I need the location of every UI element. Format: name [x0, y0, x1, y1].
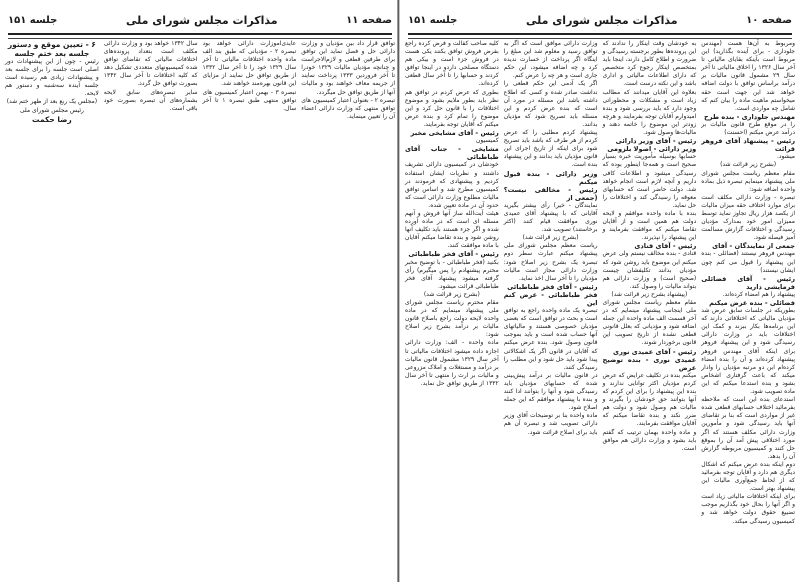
paragraph: سال ۱۳۴۲ خواهد بود و وزارت دارائی مکلف است بتعداد پرونده‌های اختلافات مالیاتی که تقاضای توافق شده کمیسیونهای متعددی تشکیل دهد که کلیه اختلافات تا آخر سال ۱۳۴۲ بصورت توافق حل گردد. [103, 40, 198, 88]
text-column [301, 40, 395, 121]
paragraph: قنادی - بنده مخالف نیستم ولی عرض میکنم این موضوع باید روشن شود که مؤدیان بدانند تکلیفشان چیست (صحیح است) و وزارت دارائی هم بتواند مالیات را وصول کند. [602, 250, 697, 290]
paragraph: مقام معظم ریاست مجلس شورای ملی اینجانب پیشنهاد مینمایم که در آخر قسمت الف ماده واحده این جمله اضافه شود و مؤدیانی که بعلل قانونی قطعی نشده از تاریخ تصویب این قانون برخوردار شوند. [602, 299, 697, 347]
paragraph: توافق قرار داد بین مؤدیان و وزارت دارائی حل و فصل نماید این توافق برای طرفین قطعی و لازم‌الاجراست و چنانچه مؤدیان مالیات ۱۳۲۹ خودرا تا آخر فروردین ۱۳۳۳ پرداخت نمایند از جریمه معاف خواهند بود و مالیات آنها از طریق توافق حل میگردد. [301, 40, 395, 96]
paragraph: تبصره یک ماده واحده راجع به توافق است و بحث در توافق است که بعضی مؤدیان خصوصی هستند و مالیاتهای آنها حساب شده است و باید بموجب قانون وصول شود. بنده عرض میکنم که آقایان در قانون اگر یک اشکالاتی پیدا شود باید حل شود و این مطلب را رسیدگی کنند. [503, 307, 598, 371]
paragraph: پیشنهاد را هم امضاء کرده‌اند. [722, 290, 795, 298]
paragraph: حسابها بوسیله مأموریت خبره بسیار صحیح است و همه‌جا اینطور بوده که رسیدگی میشود و اطلاعات کافی داریم و آنچه لازم است انجام خواهد شد. دولت حاضر است که حسابهای معوقه را رسیدگی کند و اختلافات را حل نماید. [602, 153, 697, 209]
paragraph: برای اینکه اختلافات مالیاتی زیاد است و اگر آنها را بحال خود بگذاریم موجب تضییع حقوق دولت خواهد شد و کمیسیون رسیدگی میکند. [701, 493, 795, 525]
paragraph: ماده واحده - الف: وزارت دارائی اجازه داده میشود اختلافات مالیاتی تا آخر سال ۱۳۲۹ مشمول قانون مالیات بر درآمد و مستغلات و املاک مزروعی و مالیات بر ارث را منتهی تا آخر سال ۱۳۳۲ از طریق توافق حل نماید. [405, 339, 499, 387]
paragraph: بعلاوه این آقایان میدانند که مطالب زیاد است و مشکلات و محظوراتی وجود دارد که باید بررسی شود و بنده امیدوارم آقایان توجه بفرمایند و هرچه زودتر این موضوع را خاتمه دهند و مالیات‌ها وصول شود. [602, 88, 697, 137]
publication-title: مذاکرات مجلس شورای ملی [525, 13, 678, 27]
page-number: صفحه ۱۰ [746, 14, 792, 26]
paragraph: مقام محترم ریاست مجلس شورای ملی پیشنهاد مینمایم که در ماده واحده لایحه دولت راجع باصلاح قانون مالیات بر درآمد بشرح زیر اصلاح شود: [405, 299, 499, 339]
paragraph: استدعای بنده این است که ملاحظه بفرمائید اختلاف حسابهای قطعی شده غیر از مواردی است که بنا بر تقاضای آنها باید رسیدگی شود و مأمورین وزارت دارائی مکلف هستند که اگر مورد اختلافی پیش آمد آن را بموقع حل کنند و کمیسیون مربوطه گزارش آن را بدهد. [701, 396, 795, 460]
paragraph: اگر یک آدمی این حکم قطعی را نداشت صادر شده و کسی که اطلاع داشته باشد این مسئله در مورد آن است که بنده عرض کردم و این مسئله باید تصریح شود که مؤدیان بدانند. [503, 80, 598, 128]
text-column [104, 40, 198, 113]
columns [405, 40, 795, 526]
speaker-heading: عمیدی نوری - بنده توضیح عرض [602, 355, 697, 372]
paragraph: بطوری که عرض کردم در توافق هم نظر باید بطور ملایم بشود و موضوع اختلافات را با قانون حل کرد و این موضوع را تمام کرد و بنده عرض میکنم که آقایان توجه بفرمایند. [405, 88, 499, 128]
speaker-heading: وزیر دارائی - اصولا بلزومی [607, 145, 697, 154]
speaker-heading: رئیس - آقای فخر طباطبائی [507, 282, 598, 291]
text-column [203, 40, 297, 113]
paragraph: سایر تبصره‌های سابق لایحه بشماره‌های آن تبصره بصورت خود باقی است. [103, 88, 198, 112]
speaker-heading: رئیس - آقای مشایخی مخبر [410, 129, 499, 138]
paragraph: خودشان در کمیسیون دارائی تشریف داشتند و نظریات ایشان استفاده کردیم و پیشنهادی که فرمودند در کمیسیون مطرح شد و اساس توافق مالیات مطلوع وزارت دارائی است که حدود آن در ماده تعیین شده. [405, 161, 499, 209]
section-heading: ۶ - تعیین موقع و دستور جلسه بعد ختم جلسه [7, 40, 96, 58]
paragraph: تبصره ۲ - بعنوان اعتبار کمیسیون های توافق منتهی که وزارت دارائی اعضاء آن را تعیین مینماید. [301, 96, 396, 120]
paragraph: بنده با ماده واحده موافقم و لایحه دولت هم همین است و از آقایان تقاضا میکنم که موافقت بفرمایند و این پیشنهاد را نپذیرند. [602, 209, 697, 242]
paragraph: میکنم بنده در تکلیف عرایض که عرض کردم مؤدیان اکثر توانایی ندارند و بنده این پیشنهاد را برای این کردم که آنها بتوانند حق خودشان را بگیرند و مالیات هم وصول شود و دولت هم ضرر نکند و بنده تقاضا میکنم که آقایان موافقت بفرمایند. [602, 371, 697, 428]
text-column [504, 40, 598, 437]
paragraph: میشود. [776, 153, 795, 161]
speaker-heading: رئیس - مخالفی نیست؟ (جمعی از [503, 185, 598, 202]
session-number: جلسه ۱۵۱ [408, 14, 458, 26]
paragraph: بکنید (فخر طباطبائی - با توضیح مخبر محترم پیشنهادم را پس میگیرم) رأی گرفته میشود پیشنهاد آقای فخر طباطبائی قرائت میشود. [405, 258, 499, 290]
paragraph: وزارت دارائی موافق است که اگر به توافق رسید و معلوم شد این مبلغ را اینگاه اگر پرداخت از خسارت ندیده کرد و چه اضافه میشود، این حکم جاری است و هر چه را عرض کنم. [503, 40, 598, 80]
paragraph: ومربوط به آن‌ها هست (مهندس جلوداری - برای آینده بگذارید) این مربوط است بآینکه بقایای مالیاتی تا آخر سال ۱۳۲۶ را اخلاق مالیاتی تا آخر سال ۲۹ مشمول قانون مالیات بر درآمد براساس توافق با دولت اضافه خواهد شد این جهت است حقه میخواستم ماهیت ماده را بیان کنم که شامل چه مواردی است. [701, 40, 795, 112]
speaker-heading: مهندس جلوداری - بنده طرح [704, 112, 795, 121]
speaker-heading: وزیر دارائی - بنده قبول میکنم [503, 169, 598, 186]
page-10 [400, 0, 800, 582]
paragraph: ماده واحده بنا بر توضیحات آقای وزیر دارائی تصویب شد و تبصره آن هم باید برای اصلاح قرائت شود. [503, 412, 598, 436]
paragraph: تبصره - وزارت دارائی مکلف است برای موارد اختلاف حقه میزان مالیات از یکصد هزار ریال تجاوز نماید توسط ممیزان امور خود بمدارک مؤدیان رسیدگی و اختلافات گزارش مسالمت آمیز فیصله شود. [701, 193, 795, 242]
note: (بشرح زیر قرائت شد) [423, 290, 480, 298]
paragraph: ریاست معظم مجلس شورای ملی پیشنهاد میکنم عبارت سطر دوم تبصره یک بشرح زیر اصلاح شود: وزارت دارائی مجاز است مالیات مؤدیان را تا آخر سال اخذ نماید. [503, 242, 598, 282]
paragraph: بطوریکه در جلسات سابق عرض شد مؤدیان مالیاتی که اختلافاتی دارند که این برنامه‌ها بکار ببرند و کمک این اختلافات باید در وزارت دارائی رسیدگی شود و این پیشنهاد فروهر برای اینکه آقای مهندس فروهر پیشنهاد کرده‌اند و آن را بنده امضاء کرده‌ام این دو مرتبه مؤدیان را وادار میکند که باعث گرفتاری اشخاص بشود و بنده استدعا میکنم که این ماده تصویب شود. [701, 307, 795, 396]
speaker-heading: مشایخی - جناب آقای طباطبائی [405, 145, 499, 162]
paragraph: رئیس - چون از این پیشنهادات دور اصلی است جلسه را برای جلسه بعد و پیشنهادات زیادی هم رسیده است جلسه آینده سه‌شنبه و دستور هم لایحه. [5, 58, 99, 98]
publication-title: مذاکرات مجلس شورای ملی [125, 13, 278, 27]
paragraph: مقام معظم ریاست مجلس شورای ملی پیشنهاد مینمایم تبصره ذیل بماده واحده اضافه شود: [701, 169, 795, 193]
paragraph: مهندس فروهر نیستند (فضائلی - بنده این پیشنهاد را قبول می کنم چون ایشان نیستند) [701, 250, 795, 274]
note: (مجلس یک ربع بعد از ظهر ختم شد) [6, 98, 98, 106]
speaker-heading: فضائلی - بنده عرض میکنم [709, 299, 795, 307]
paragraph: تبصره ۳ - بهمن اعتبار کمیسیون های توافق منتهی طبق تبصره ۱ تا آخر سال. [202, 88, 297, 112]
speaker-heading: رئیس - آقای وزیر دارائی [615, 137, 697, 146]
note: رئیس مجلس شورای ملی [19, 106, 84, 114]
paragraph: دوم اینکه بنده عرض میکنم که اشکال دیگری هم دارد و آقایان توجه بفرمائید که از لحاظ جمع‌آوری مالیات این پیشنهاد بهتر است. [701, 460, 795, 493]
speaker-heading: جمعی از نمایندگان - آقای [712, 242, 795, 251]
text-column [405, 40, 499, 388]
note: (بشرح زیر قرائت شد) [522, 234, 579, 242]
speaker-heading: رئیس - آقای فخر طباطبائی [408, 250, 499, 259]
header-rule [408, 33, 792, 39]
text-column [5, 40, 99, 124]
page-number: صفحه ۱۱ [346, 14, 392, 26]
page-header [8, 10, 392, 30]
paragraph: عایدی‌اموزارت دارائی خواهد بود تبصره ۲ - مؤدیانی که طبق بند الف ماده واحده اختلافات مالیاتی تا آخر سال ۱۳۲۹ خود را تا آخر سال ۱۳۳۲ از طریق توافق حل نمایند از مزایای این قانون بهره‌مند خواهند شد. [202, 40, 297, 88]
speaker-heading: فخر طباطبائی - عرض کنم این [503, 290, 598, 307]
speaker-heading: رئیس - پیشنهاد آقای فروهر قرائت [701, 137, 795, 154]
paragraph: را در موقع طرح قانون مالیات بر درآمد عرض میکنم (احسنت) [701, 120, 795, 137]
paragraph: کمیسیون [475, 137, 499, 145]
paragraph: کلیه صاحب کفالت و فرض کرده راجع بفرض فروش توافق بکنند یکی هست در فروش جزء است و بیکی هم دستگاه مصلحی داردو در اینجا توافق کردند و حسابها را تا آخر سال قطعی کرده‌اند. [405, 40, 499, 88]
session-number: جلسه ۱۵۱ [8, 14, 58, 26]
paragraph: به خودشان وقت اینکار را ندادند که این پرونده‌ها بطور برجسته رسیدگی و ضرورت و اطلاع کامل دارند، اینجا باید بمتخصص اینکار رجوع کرد متخصص که دارای اطلاعات مالیاتی و اداری باشد و این نکته درست است. [602, 40, 697, 88]
page-header [408, 10, 792, 30]
speaker-heading: رئیس - آقای عمیدی نوری [613, 347, 697, 356]
text-column [701, 40, 795, 526]
note: (بشرح زیر قرائت شد) [720, 161, 777, 169]
paragraph: پیشنهاد کردم مطلبی را که عرض کردم از هر طرف که باشد باید تصریح شود برای اینکه از تاریخ اجرای این قانون مؤدیان باید بدانند و این پیشنهاد بنده است. [503, 129, 598, 169]
speaker-heading: رئیس - آقای قنادی [634, 242, 697, 251]
signature: رضا حکمت [32, 114, 72, 124]
columns [5, 40, 395, 124]
paragraph: هیئت آیت‌الله ساز آنها فروش و آنهم مسئله ای است که در ماده آورده شده و اگر جزء هستند باید تکلیف آنها روشن شود و بنده تقاضا میکنم آقایان با ماده موافقت کنند. [405, 209, 499, 250]
speaker-heading: رئیس - آقای فضائلی فرمایشی دارید [701, 274, 795, 291]
header-rule [8, 33, 392, 39]
paragraph: در قانون مالیات بر درآمد پیش‌بینی شده که حسابهای مؤدیان باید رسیدگی شود و آنها را بتوانند ادا کنند و بنده با پیشنهاد موافقم که این جمله اصلاح شود. [503, 371, 598, 412]
paragraph: و ماده واحده بهمان ترتیب که گفتم باید بشود و وزارت دارائی هم موافق است. [602, 428, 697, 452]
note: (پیشنهاد بشرح زیر قرائت شد) [611, 290, 688, 298]
paragraph: نمایندگان - خیر) رأی بیشتر بگیرید آقایانی که با پیشنهاد آقای عمیدی نوری موافقت قیام کنند (اکثر برخاستند) تصویب شد. [503, 201, 598, 234]
text-column [603, 40, 697, 453]
